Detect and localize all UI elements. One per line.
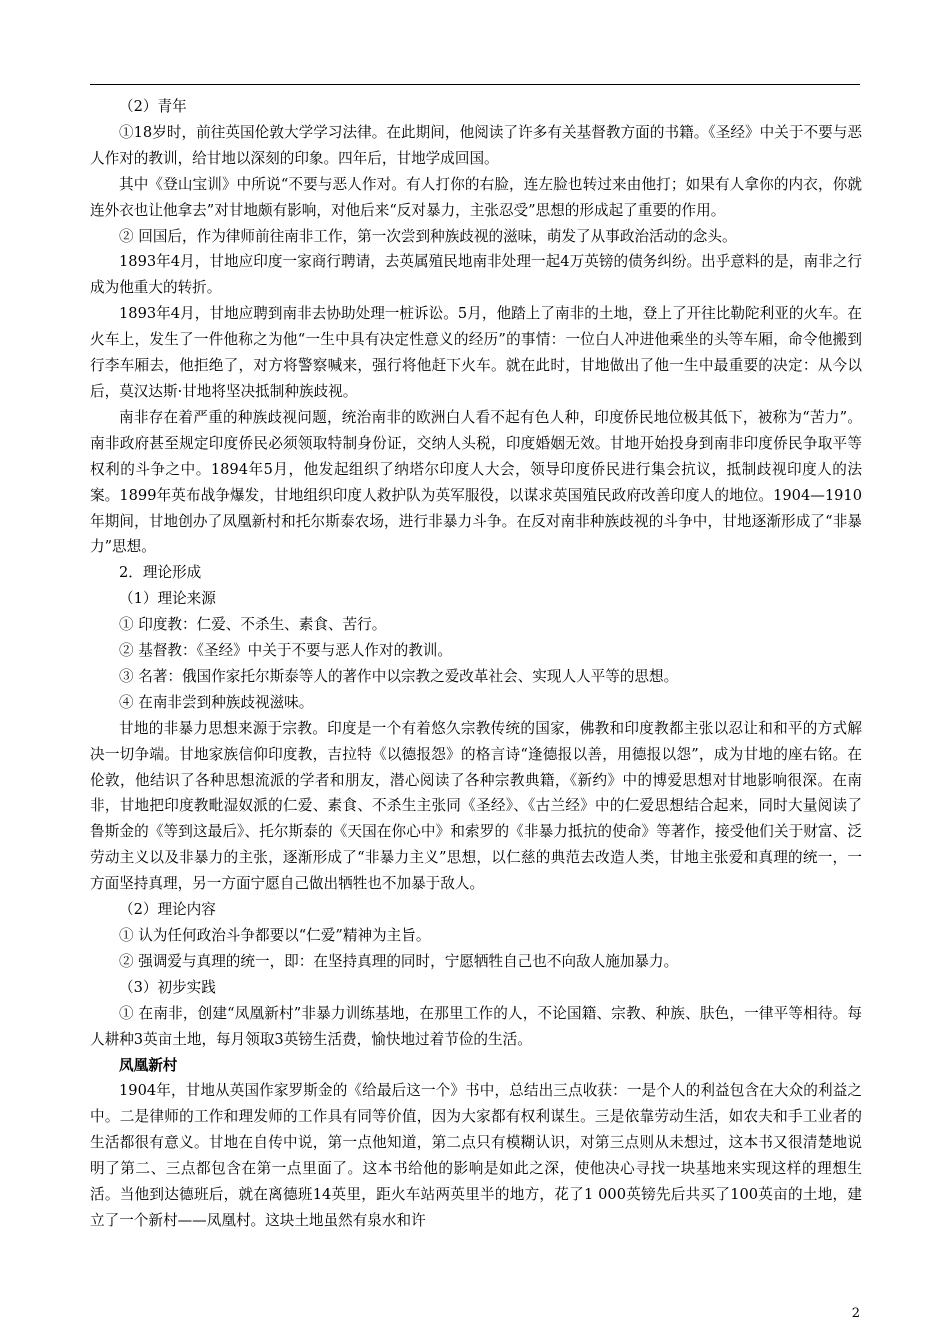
page-number: 2 <box>851 1306 860 1321</box>
list-item: ② 基督教：《圣经》中关于不要与恶人作对的教训。 <box>119 642 452 660</box>
section-heading-theory: 2．理论形成 <box>119 564 202 582</box>
subsection-heading-practice: （3）初步实践 <box>119 978 216 996</box>
paragraph: ② 回国后，作为律师前往南非工作，第一次尝到种族歧视的滋味，萌发了从事政治活动的念头。 <box>119 227 737 245</box>
subsection-heading-content: （2）理论内容 <box>119 901 216 919</box>
list-item: ④ 在南非尝到种族歧视滋味。 <box>119 693 314 711</box>
subsection-heading-sources: （1）理论来源 <box>119 590 216 608</box>
paragraph: 1893年4月，甘地应聘到南非去协助处理一桩诉讼。5月，他踏上了南非的土地，登上了开往比勒陀利亚的火车。在火车上，发生了一件他称之为他“一生中具有决定性意义的经历”的事情：一位白人冲进他乘坐的头等车厢，命令他搬到行李车厢去，他拒绝了，对方将警察喊来，强行将他赶下火车。就在此时，甘地做出了他一生中最重要的决定：从今以后，莫汉达斯·甘地将坚决抵制种族歧视。 <box>90 305 862 400</box>
paragraph: 甘地的非暴力思想来源于宗教。印度是一个有着悠久宗教传统的国家，佛教和印度教都主张以忍让和和平的方式解决一切争端。甘地家族信仰印度教，吉拉特《以德报怨》的格言诗“逢德报以善，用德报以怨”，成为甘地的座右铭。在伦敦，他结识了各种思想流派的学者和朋友，潜心阅读了各种宗教典籍，《新约》中的博爱思想对甘地影响很深。在南非，甘地把印度教毗湿奴派的仁爱、素食、不杀生主张同《圣经》、《古兰经》中的仁爱思想结合起来，同时大量阅读了鲁斯金的《等到这最后》、托尔斯泰的《天国在你心中》和索罗的《非暴力抵抗的使命》等著作，接受他们关于财富、泛劳动主义以及非暴力的主张，逐渐形成了“非暴力主义”思想，以仁慈的典范去改造人类，甘地主张爱和真理的统一，一方面坚持真理，另一方面宁愿自己做出牺牲也不加暴于敌人。 <box>90 719 862 893</box>
list-item: ① 印度教：仁爱、不杀生、素食、苦行。 <box>119 616 387 634</box>
paragraph: ① 在南非，创建“凤凰新村”非暴力训练基地，在那里工作的人，不论国籍、宗教、种族、肤色，一律平等相待。每人耕种3英亩土地，每月领取3英镑生活费，愉快地过着节俭的生活。 <box>90 1004 862 1048</box>
list-item: ③ 名著：俄国作家托尔斯泰等人的著作中以宗教之爱改革社会、实现人人平等的思想。 <box>119 667 679 685</box>
document-body <box>90 94 862 1234</box>
list-item: ② 强调爱与真理的统一，即：在坚持真理的同时，宁愿牺牲自己也不向敌人施加暴力。 <box>119 952 679 970</box>
paragraph: 1893年4月，甘地应印度一家商行聘请，去英属殖民地南非处理一起4万英镑的债务纠纷。出乎意料的是，南非之行成为他重大的转折。 <box>90 253 862 297</box>
list-item: ① 认为任何政治斗争都要以“仁爱”精神为主旨。 <box>119 927 431 944</box>
bold-heading-phoenix-village: 凤凰新村 <box>119 1056 178 1074</box>
paragraph: 南非存在着严重的种族歧视问题，统治南非的欧洲白人看不起有色人种，印度侨民地位极其低下，被称为“苦力”。南非政府甚至规定印度侨民必须领取特制身份证，交纳人头税，印度婚姻无效。甘地开始投身到南非印度侨民争取平等权利的斗争之中。1894年5月，他发起组织了纳塔尔印度人大会，领导印度侨民进行集会抗议，抵制歧视印度人的法案。1899年英布战争爆发，甘地组织印度人救护队为英军服役，以谋求英国殖民政府改善印度人的地位。1904—1910年期间，甘地创办了凤凰新村和托尔斯泰农场，进行非暴力斗争。在反对南非种族歧视的斗争中，甘地逐渐形成了“非暴力”思想。 <box>90 408 862 556</box>
paragraph: ①18岁时，前往英国伦敦大学学习法律。在此期间，他阅读了许多有关基督教方面的书籍。《圣经》中关于不要与恶人作对的教训，给甘地以深刻的印象。四年后，甘地学成回国。 <box>90 123 862 167</box>
header-rule <box>90 84 860 85</box>
section-heading-youth: （2）青年 <box>119 98 187 115</box>
paragraph: 1904年，甘地从英国作家罗斯金的《给最后这一个》书中，总结出三点收获：一是个人的利益包含在大众的利益之中。二是律师的工作和理发师的工作具有同等价值，因为大家都有权利谋生。三是依靠劳动生活，如农夫和手工业者的生活都很有意义。甘地在自传中说，第一点他知道，第二点只有模糊认识，对第三点则从未想过，这本书又很清楚地说明了第二、三点都包含在第一点里面了。这本书给他的影响是如此之深，使他决心寻找一块基地来实现这样的理想生活。当他到达德班后，就在离德班14英里，距火车站两英里半的地方，花了1 000英镑先后共买了100英亩的土地，建立了一个新村——凤凰村。这块土地虽然有泉水和许 <box>90 1082 862 1229</box>
paragraph: 其中《登山宝训》中所说“不要与恶人作对。有人打你的右脸，连左脸也转过来由他打；如果有人拿你的内衣，你就连外衣也让他拿去”对甘地颇有影响，对他后来“反对暴力，主张忍受”思想的形成起了重要的作用。 <box>90 175 862 219</box>
